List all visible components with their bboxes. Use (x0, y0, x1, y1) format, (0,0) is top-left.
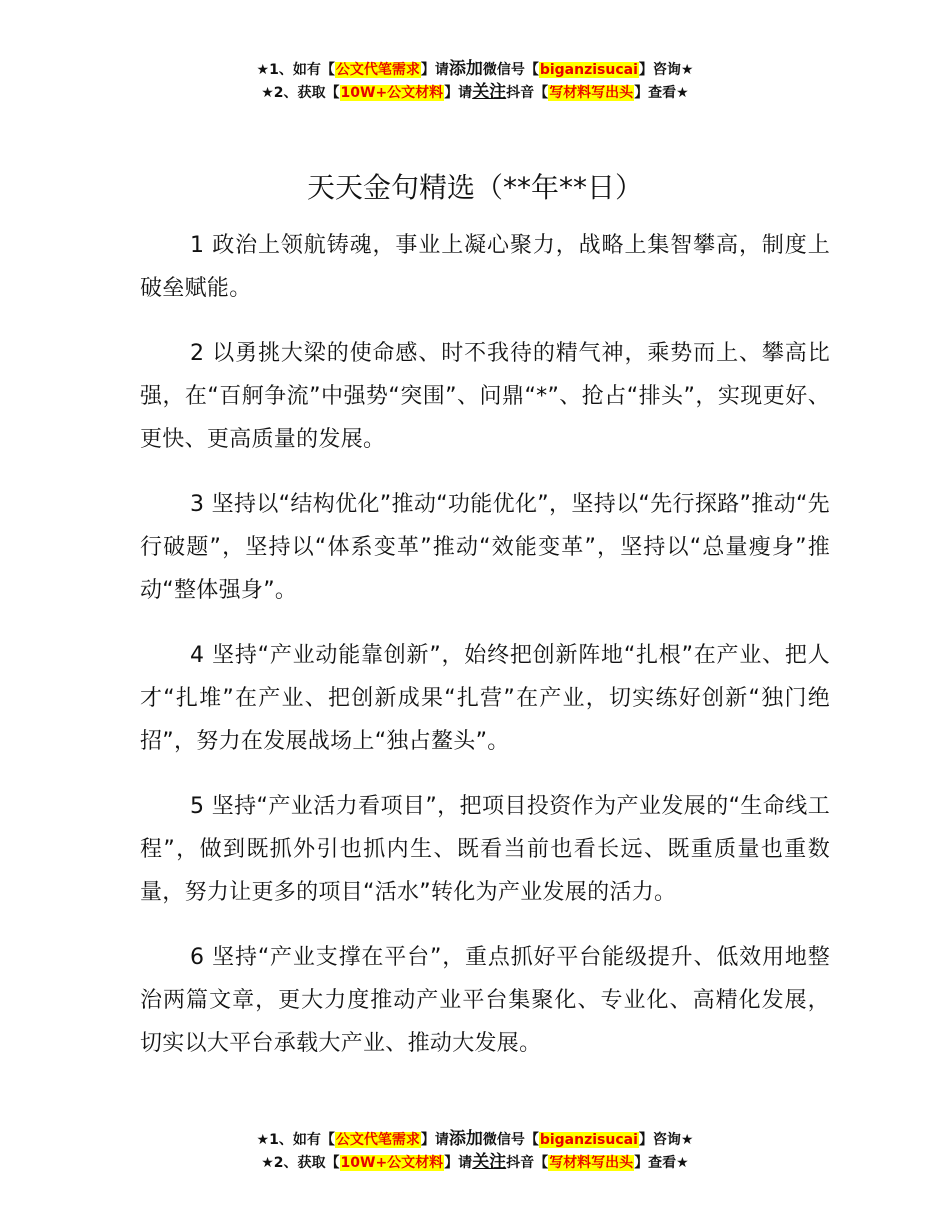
banner-emphasis-add: 添加 (448, 59, 483, 79)
bottom-banner (0, 1128, 950, 1174)
highlight-service: 公文代笔需求 (335, 62, 420, 78)
banner-line-2 (0, 81, 950, 104)
paragraph-5: 5 坚持“产业活力看项目”，把项目投资作为产业发展的“生命线工程”，做到既抓外引也抓内生、既看当前也看长远、既重质量也重数量，努力让更多的项目“活水”转化为产业发展的活力。 (140, 794, 830, 905)
banner-emphasis-follow: 关注 (472, 1152, 507, 1172)
banner-line-1 (0, 1128, 950, 1151)
banner-text: 抖音【 (506, 1155, 549, 1171)
banner-text: 微信号【 (482, 62, 539, 78)
banner-text: ★2、获取【 (261, 1155, 340, 1171)
highlight-wechat-id: biganzisucai (539, 1132, 638, 1148)
paragraph-4: 4 坚持“产业动能靠创新”，始终把创新阵地“扎根”在产业、把人才“扎堆”在产业、把创新成果“扎营”在产业，切实练好创新“独门绝招”，努力在发展战场上“独占鳌头”。 (140, 643, 830, 754)
paragraph-2: 2 以勇挑大梁的使命感、时不我待的精气神，乘势而上、攀高比强，在“百舸争流”中强势“突围”、问鼎“*”、抢占“排头”，实现更好、更快、更高质量的发展。 (140, 341, 830, 452)
banner-text: 】请 (444, 85, 473, 101)
highlight-wechat-id: biganzisucai (539, 62, 638, 78)
paragraph-1: 1 政治上领航铸魂，事业上凝心聚力，战略上集智攀高，制度上破垒赋能。 (140, 233, 830, 301)
banner-text: 抖音【 (506, 85, 549, 101)
top-banner (0, 58, 950, 104)
banner-text: 】查看★ (634, 85, 689, 101)
highlight-douyin-account: 写材料写出头 (549, 1155, 634, 1171)
highlight-materials: 10W+公文材料 (340, 85, 444, 101)
banner-text: 】查看★ (634, 1155, 689, 1171)
banner-text: 】咨询★ (638, 62, 694, 78)
banner-emphasis-add: 添加 (448, 1129, 483, 1149)
banner-text: ★1、如有【 (256, 62, 335, 78)
highlight-douyin-account: 写材料写出头 (549, 85, 634, 101)
highlight-materials: 10W+公文材料 (340, 1155, 444, 1171)
banner-text: ★1、如有【 (256, 1132, 335, 1148)
banner-line-1 (0, 58, 950, 81)
banner-text: 】请 (420, 1132, 449, 1148)
banner-line-2 (0, 1151, 950, 1174)
banner-emphasis-follow: 关注 (472, 82, 507, 102)
banner-text: 微信号【 (482, 1132, 539, 1148)
banner-text: 】请 (420, 62, 449, 78)
highlight-service: 公文代笔需求 (335, 1132, 420, 1148)
paragraph-6: 6 坚持“产业支撑在平台”，重点抓好平台能级提升、低效用地整治两篇文章，更大力度推动产业平台集聚化、专业化、高精化发展，切实以大平台承载大产业、推动大发展。 (140, 945, 830, 1056)
paragraph-3: 3 坚持以“结构优化”推动“功能优化”，坚持以“先行探路”推动“先行破题”，坚持以“体系变革”推动“效能变革”，坚持以“总量瘦身”推动“整体强身”。 (140, 492, 830, 603)
document-body (140, 224, 830, 1087)
document-title: 天天金句精选（**年**日） (306, 171, 643, 204)
banner-text: 】请 (444, 1155, 473, 1171)
banner-text: 】咨询★ (638, 1132, 694, 1148)
banner-text: ★2、获取【 (261, 85, 340, 101)
